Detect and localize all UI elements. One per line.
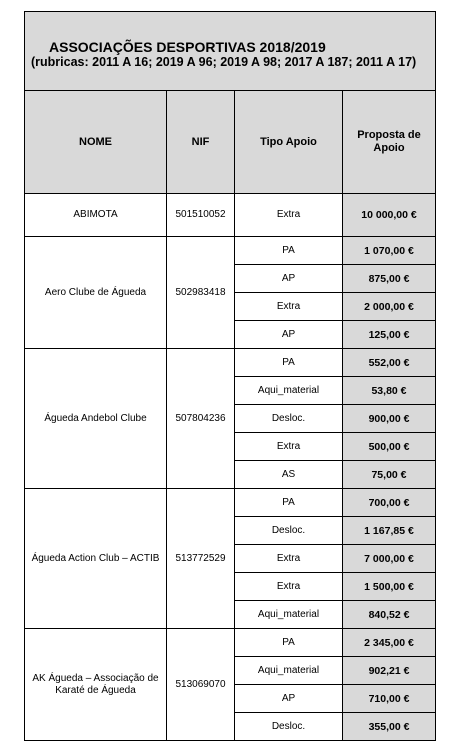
tipo-apoio-cell: AS bbox=[235, 461, 343, 489]
entity-nif: 502983418 bbox=[167, 237, 235, 349]
tipo-apoio-cell: Aqui_material bbox=[235, 657, 343, 685]
entity-nif: 513772529 bbox=[167, 489, 235, 629]
tipo-apoio-cell: AP bbox=[235, 685, 343, 713]
entity-name: ABIMOTA bbox=[25, 194, 167, 237]
entity-name: Aero Clube de Águeda bbox=[25, 237, 167, 349]
valor-cell: 552,00 € bbox=[343, 349, 436, 377]
entity-nif: 513069070 bbox=[167, 629, 235, 741]
tipo-apoio-cell: Extra bbox=[235, 293, 343, 321]
tipo-apoio-cell: PA bbox=[235, 237, 343, 265]
apoios-table bbox=[24, 11, 436, 741]
column-header-tipo-apoio: Tipo Apoio bbox=[235, 91, 343, 194]
tipo-apoio-cell: Extra bbox=[235, 433, 343, 461]
table-row bbox=[25, 237, 436, 265]
table-row bbox=[25, 629, 436, 657]
entity-name: Águeda Action Club – ACTIB bbox=[25, 489, 167, 629]
tipo-apoio-cell: Extra bbox=[235, 573, 343, 601]
valor-cell: 700,00 € bbox=[343, 489, 436, 517]
tipo-apoio-cell: Extra bbox=[235, 545, 343, 573]
valor-cell: 75,00 € bbox=[343, 461, 436, 489]
column-header-nome: NOME bbox=[25, 91, 167, 194]
tipo-apoio-cell: AP bbox=[235, 265, 343, 293]
column-header-nif: NIF bbox=[167, 91, 235, 194]
valor-cell: 2 345,00 € bbox=[343, 629, 436, 657]
tipo-apoio-cell: PA bbox=[235, 489, 343, 517]
valor-cell: 875,00 € bbox=[343, 265, 436, 293]
valor-cell: 710,00 € bbox=[343, 685, 436, 713]
page-subtitle: (rubricas: 2011 A 16; 2019 A 96; 2019 A 98; 2017 A 187; 2011 A 17) bbox=[31, 54, 417, 69]
valor-cell: 840,52 € bbox=[343, 601, 436, 629]
valor-cell: 500,00 € bbox=[343, 433, 436, 461]
valor-cell: 1 167,85 € bbox=[343, 517, 436, 545]
tipo-apoio-cell: AP bbox=[235, 321, 343, 349]
valor-cell: 900,00 € bbox=[343, 405, 436, 433]
entity-nif: 501510052 bbox=[167, 194, 235, 237]
tipo-apoio-cell: Desloc. bbox=[235, 517, 343, 545]
valor-cell: 355,00 € bbox=[343, 713, 436, 741]
tipo-apoio-cell: Aqui_material bbox=[235, 377, 343, 405]
valor-cell: 1 500,00 € bbox=[343, 573, 436, 601]
tipo-apoio-cell: PA bbox=[235, 629, 343, 657]
table-row bbox=[25, 489, 436, 517]
entity-name: Águeda Andebol Clube bbox=[25, 349, 167, 489]
page-title: ASSOCIAÇÕES DESPORTIVAS 2018/2019 bbox=[49, 38, 326, 55]
tipo-apoio-cell: Extra bbox=[235, 194, 343, 237]
valor-cell: 7 000,00 € bbox=[343, 545, 436, 573]
valor-cell: 1 070,00 € bbox=[343, 237, 436, 265]
valor-cell: 53,80 € bbox=[343, 377, 436, 405]
table-title-cell bbox=[25, 12, 436, 91]
valor-cell: 902,21 € bbox=[343, 657, 436, 685]
tipo-apoio-cell: Aqui_material bbox=[235, 601, 343, 629]
valor-cell: 2 000,00 € bbox=[343, 293, 436, 321]
table-row bbox=[25, 349, 436, 377]
table-row bbox=[25, 194, 436, 237]
tipo-apoio-cell: PA bbox=[235, 349, 343, 377]
column-header-proposta: Proposta de Apoio bbox=[343, 91, 436, 194]
valor-cell: 125,00 € bbox=[343, 321, 436, 349]
entity-nif: 507804236 bbox=[167, 349, 235, 489]
entity-name: AK Águeda – Associação de Karaté de Águeda bbox=[25, 629, 167, 741]
tipo-apoio-cell: Desloc. bbox=[235, 405, 343, 433]
valor-cell: 10 000,00 € bbox=[343, 194, 436, 237]
tipo-apoio-cell: Desloc. bbox=[235, 713, 343, 741]
